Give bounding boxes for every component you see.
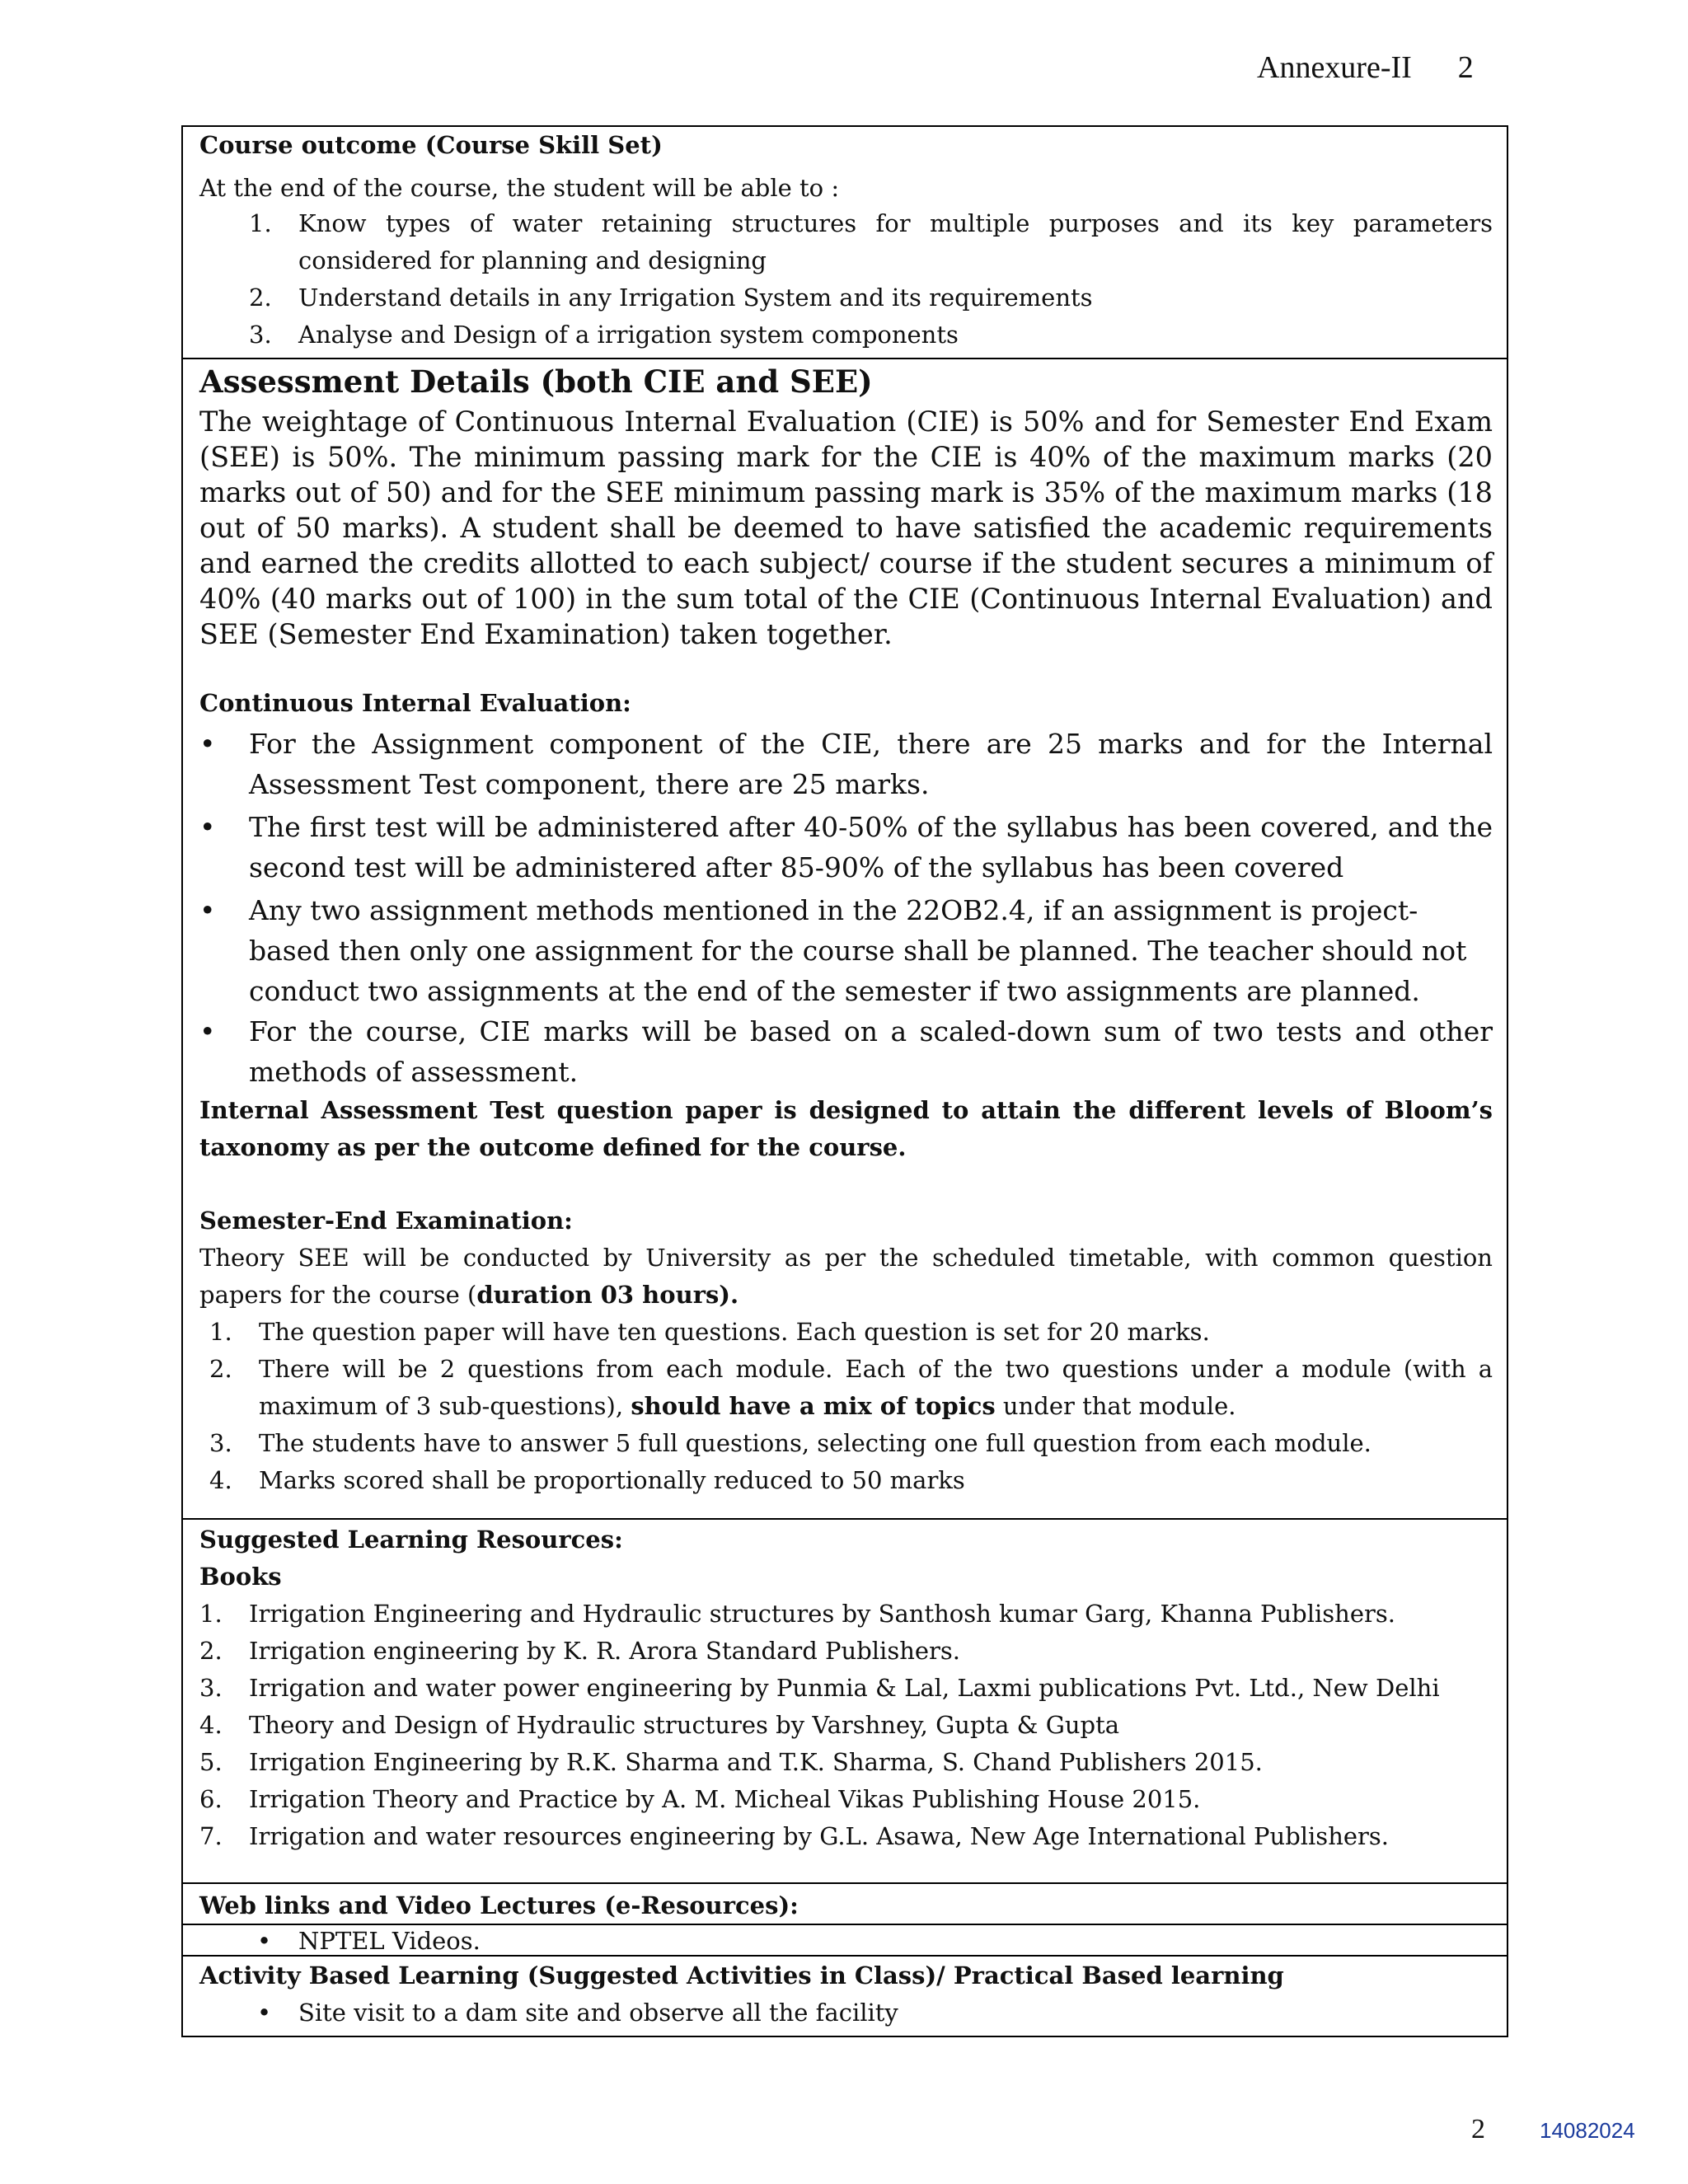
- divider: [183, 1518, 1507, 1520]
- resources-title: Suggested Learning Resources:: [199, 1526, 623, 1554]
- activity-item: • Site visit to a dam site and observe all the facility: [257, 1999, 898, 2027]
- annexure-label: Annexure-II: [1257, 50, 1412, 85]
- course-outcome-section: [183, 127, 1507, 354]
- resources-section: [183, 1521, 1507, 1855]
- footer-code: 14082024: [1540, 2118, 1635, 2143]
- activity-section: [183, 1957, 1507, 2032]
- see-item: 2. There will be 2 questions from each module. Each of the two questions under a module (with a maximum of 3 sub-questions), should have a mix of topics under that module.: [209, 1355, 1493, 1420]
- see-item: 1. The question paper will have ten questions. Each question is set for 20 marks.: [209, 1318, 1210, 1346]
- outcome-item: 3. Analyse and Design of a irrigation system components: [249, 321, 959, 349]
- cie-item: • The first test will be administered after 40-50% of the syllabus has been covered, and the second test will be administered after 85-90% of the syllabus has been covered: [199, 811, 1493, 883]
- see-intro: Theory SEE will be conducted by University as per the scheduled timetable, with common question papers for the course (duration 03 hours).: [199, 1244, 1493, 1309]
- footer-page-number: 2: [1471, 2114, 1485, 2144]
- cie-title: Continuous Internal Evaluation:: [199, 689, 631, 717]
- weblinks-section: [183, 1887, 1507, 1924]
- see-item: 3. The students have to answer 5 full questions, selecting one full question from each module.: [209, 1429, 1372, 1457]
- divider: [183, 1882, 1507, 1884]
- outcome-item: 2. Understand details in any Irrigation System and its requirements: [249, 284, 1093, 312]
- weblink-item: • NPTEL Videos.: [257, 1927, 481, 1955]
- page-header: [1257, 49, 1474, 86]
- syllabus-table: [181, 125, 1508, 2037]
- cie-item: • For the course, CIE marks will be based on a scaled-down sum of two tests and other methods of assessment.: [199, 1015, 1493, 1088]
- book-item: 4. Theory and Design of Hydraulic structures by Varshney, Gupta & Gupta: [199, 1711, 1120, 1739]
- book-item: 5. Irrigation Engineering by R.K. Sharma and T.K. Sharma, S. Chand Publishers 2015.: [199, 1748, 1263, 1776]
- books-title: Books: [199, 1563, 282, 1591]
- assessment-title: Assessment Details (both CIE and SEE): [199, 363, 873, 400]
- bloom-note: Internal Assessment Test question paper is designed to attain the different levels of Bloom’s taxonomy as per the outcome defined for the course.: [199, 1096, 1493, 1161]
- book-item: 2. Irrigation engineering by K. R. Arora Standard Publishers.: [199, 1637, 961, 1665]
- book-item: 6. Irrigation Theory and Practice by A. M. Micheal Vikas Publishing House 2015.: [199, 1785, 1201, 1813]
- weblinks-title: Web links and Video Lectures (e-Resources):: [199, 1891, 799, 1919]
- cie-item: • For the Assignment component of the CIE, there are 25 marks and for the Internal Assessment Test component, there are 25 marks.: [199, 728, 1493, 800]
- divider: [183, 358, 1507, 359]
- assessment-paragraph: The weightage of Continuous Internal Evaluation (CIE) is 50% and for Semester End Exam (SEE) is 50%. The minimum passing mark for the CIE is 40% of the maximum marks (20 marks out of 50) and for the SEE minimum passing mark is 35% of the maximum marks (18 out of 50 marks). A student shall be deemed to have satisfied the academic requirements and earned the credits allotted to each subject/ course if the student secures a minimum of 40% (40 marks out of 100) in the sum total of the CIE (Continuous Internal Evaluation) and SEE (Semester End Examination) taken together.: [199, 405, 1493, 650]
- see-title: Semester-End Examination:: [199, 1207, 573, 1235]
- course-outcome-title: Course outcome (Course Skill Set): [199, 131, 663, 159]
- outcome-item: 1. Know types of water retaining structures for multiple purposes and its key parameters considered for planning and designing: [249, 209, 1493, 274]
- book-item: 7. Irrigation and water resources engineering by G.L. Asawa, New Age International Publishers.: [199, 1822, 1389, 1850]
- course-outcome-intro: At the end of the course, the student will be able to :: [199, 174, 840, 202]
- book-item: 3. Irrigation and water power engineering by Punmia & Lal, Laxmi publications Pvt. Ltd., New Delhi: [199, 1674, 1440, 1702]
- see-item: 4. Marks scored shall be proportionally reduced to 50 marks: [209, 1466, 965, 1494]
- weblinks-list: [183, 1924, 1507, 1955]
- cie-item: • Any two assignment methods mentioned in the 22OB2.4, if an assignment is project-based then only one assignment for the course shall be planned. The teacher should not conduct two assignments at the end of the semester if two assignments are planned.: [199, 894, 1467, 1007]
- activity-title: Activity Based Learning (Suggested Activities in Class)/ Practical Based learning: [199, 1961, 1284, 1990]
- assessment-section: [183, 361, 1507, 1499]
- header-page-number: 2: [1457, 50, 1474, 85]
- book-item: 1. Irrigation Engineering and Hydraulic structures by Santhosh kumar Garg, Khanna Publishers.: [199, 1600, 1395, 1628]
